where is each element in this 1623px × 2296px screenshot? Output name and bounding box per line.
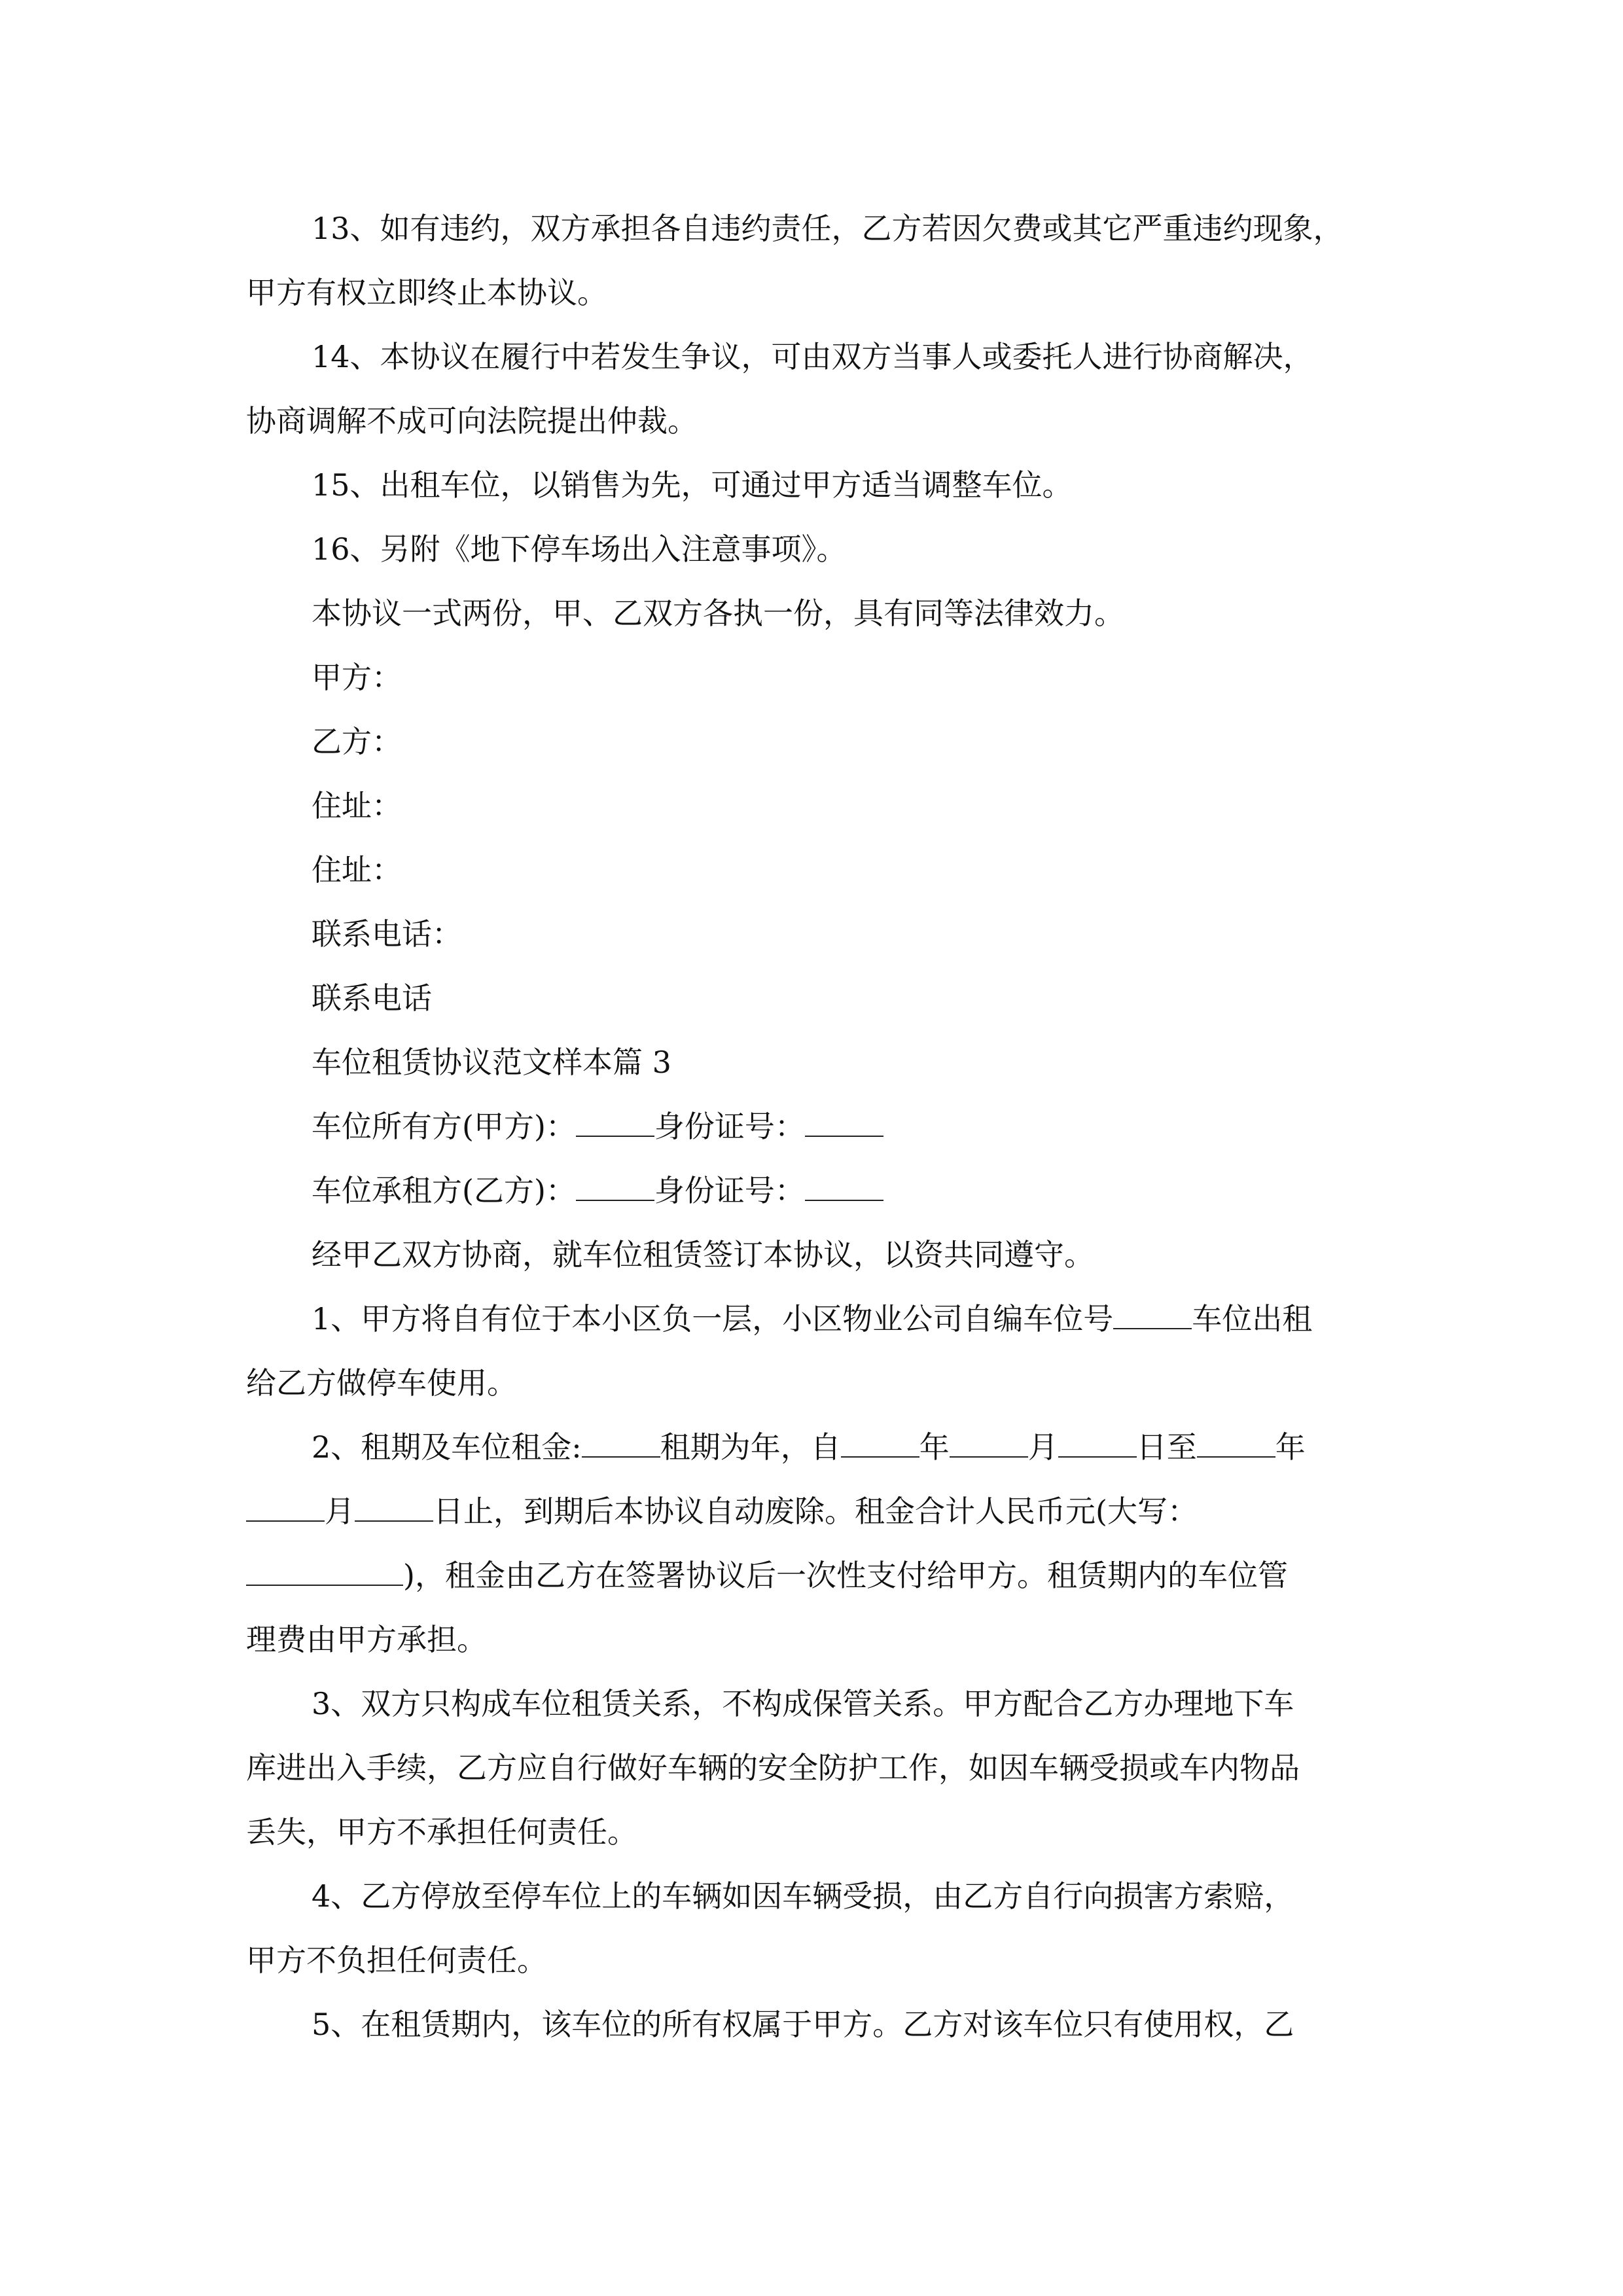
clause-2-text-a: 2、租期及车位租金: (312, 1429, 582, 1465)
rent-blank (582, 1421, 660, 1458)
clause-2-line-2 (246, 1479, 1424, 1543)
clause-16: 16、另附《地下停车场出入注意事项》。 (312, 531, 847, 567)
parking-number-blank (1113, 1293, 1192, 1329)
month-label: 月 (1027, 1429, 1058, 1465)
owner-label: 车位所有方(甲方)： (312, 1109, 576, 1144)
clause-14-line-2: 协商调解不成可向法院提出仲裁。 (246, 403, 698, 439)
lessee-line (246, 1158, 1424, 1223)
clause-3-line-2: 库进出入手续，乙方应自行做好车辆的安全防护工作，如因车辆受损或车内物品 (246, 1750, 1300, 1785)
intro-paragraph: 经甲乙双方协商，就车位租赁签订本协议，以资共同遵守。 (312, 1237, 1094, 1272)
clause-4-line-2: 甲方不负担任何责任。 (246, 1943, 547, 1978)
clause-5-line-1: 5、在租赁期内，该车位的所有权属于甲方。乙方对该车位只有使用权，乙 (312, 2007, 1294, 2042)
end-month-label: 月 (325, 1494, 355, 1529)
owner-line (246, 1094, 1424, 1158)
clause-13-line-1: 13、如有违约，双方承担各自违约责任，乙方若因欠费或其它严重违约现象， (312, 211, 1344, 246)
clause-2-text-d: )，租金由乙方在签署协议后一次性支付给甲方。租赁期内的车位管 (403, 1558, 1288, 1593)
lessee-id-blank (805, 1164, 883, 1201)
clause-14-line-1: 14、本协议在履行中若发生争议，可由双方当事人或委托人进行协商解决， (312, 339, 1313, 374)
clause-1-text-a: 1、甲方将自有位于本小区负一层，小区物业公司自编车位号 (312, 1301, 1114, 1336)
phone-label-1: 联系电话： (312, 916, 462, 952)
clause-3-line-3: 丢失，甲方不承担任何责任。 (246, 1814, 637, 1850)
clause-1-line-2: 给乙方做停车使用。 (246, 1365, 517, 1401)
clause-2-line-4: 理费由甲方承担。 (246, 1622, 487, 1657)
clause-4-line-1: 4、乙方停放至停车位上的车辆如因车辆受损，由乙方自行向损害方索赔， (312, 1878, 1294, 1914)
address-label-1: 住址： (312, 788, 402, 823)
clause-2-text-b: 租期为年，自 (660, 1429, 841, 1465)
lessee-id-label: 身份证号： (654, 1173, 805, 1208)
day-to-label: 日至 (1136, 1429, 1197, 1465)
phone-label-2: 联系电话 (312, 980, 432, 1016)
lessee-name-blank (576, 1164, 654, 1201)
party-a-label: 甲方： (312, 660, 402, 695)
clause-1-line-1 (246, 1287, 1424, 1351)
owner-id-label: 身份证号： (654, 1109, 805, 1144)
end-month-blank (246, 1485, 325, 1522)
lessee-label: 车位承租方(乙方)： (312, 1173, 576, 1208)
copies-statement: 本协议一式两份，甲、乙双方各执一份，具有同等法律效力。 (312, 596, 1124, 631)
start-day-blank (1058, 1421, 1137, 1458)
end-year-blank (1197, 1421, 1275, 1458)
owner-name-blank (576, 1100, 654, 1137)
clause-1-text-b: 车位出租 (1192, 1301, 1313, 1336)
clause-15: 15、出租车位，以销售为先，可通过甲方适当调整车位。 (312, 467, 1073, 503)
party-b-label: 乙方： (312, 724, 402, 759)
clause-2-text-c: 日止，到期后本协议自动废除。租金合计人民币元(大写： (433, 1494, 1198, 1529)
start-month-blank (950, 1421, 1028, 1458)
clause-2-line-3 (246, 1543, 1424, 1607)
end-day-blank (355, 1485, 433, 1522)
year-label: 年 (919, 1429, 950, 1465)
address-label-2: 住址： (312, 852, 402, 888)
section-title: 车位租赁协议范文样本篇 3 (312, 1045, 671, 1080)
amount-uppercase-blank (246, 1549, 403, 1586)
owner-id-blank (805, 1100, 883, 1137)
clause-2-line-1 (246, 1415, 1424, 1479)
start-year-blank (841, 1421, 919, 1458)
clause-3-line-1: 3、双方只构成车位租赁关系，不构成保管关系。甲方配合乙方办理地下车 (312, 1686, 1294, 1721)
clause-13-line-2: 甲方有权立即终止本协议。 (246, 275, 607, 310)
end-year-label: 年 (1275, 1429, 1306, 1465)
document-body (246, 196, 1424, 2056)
